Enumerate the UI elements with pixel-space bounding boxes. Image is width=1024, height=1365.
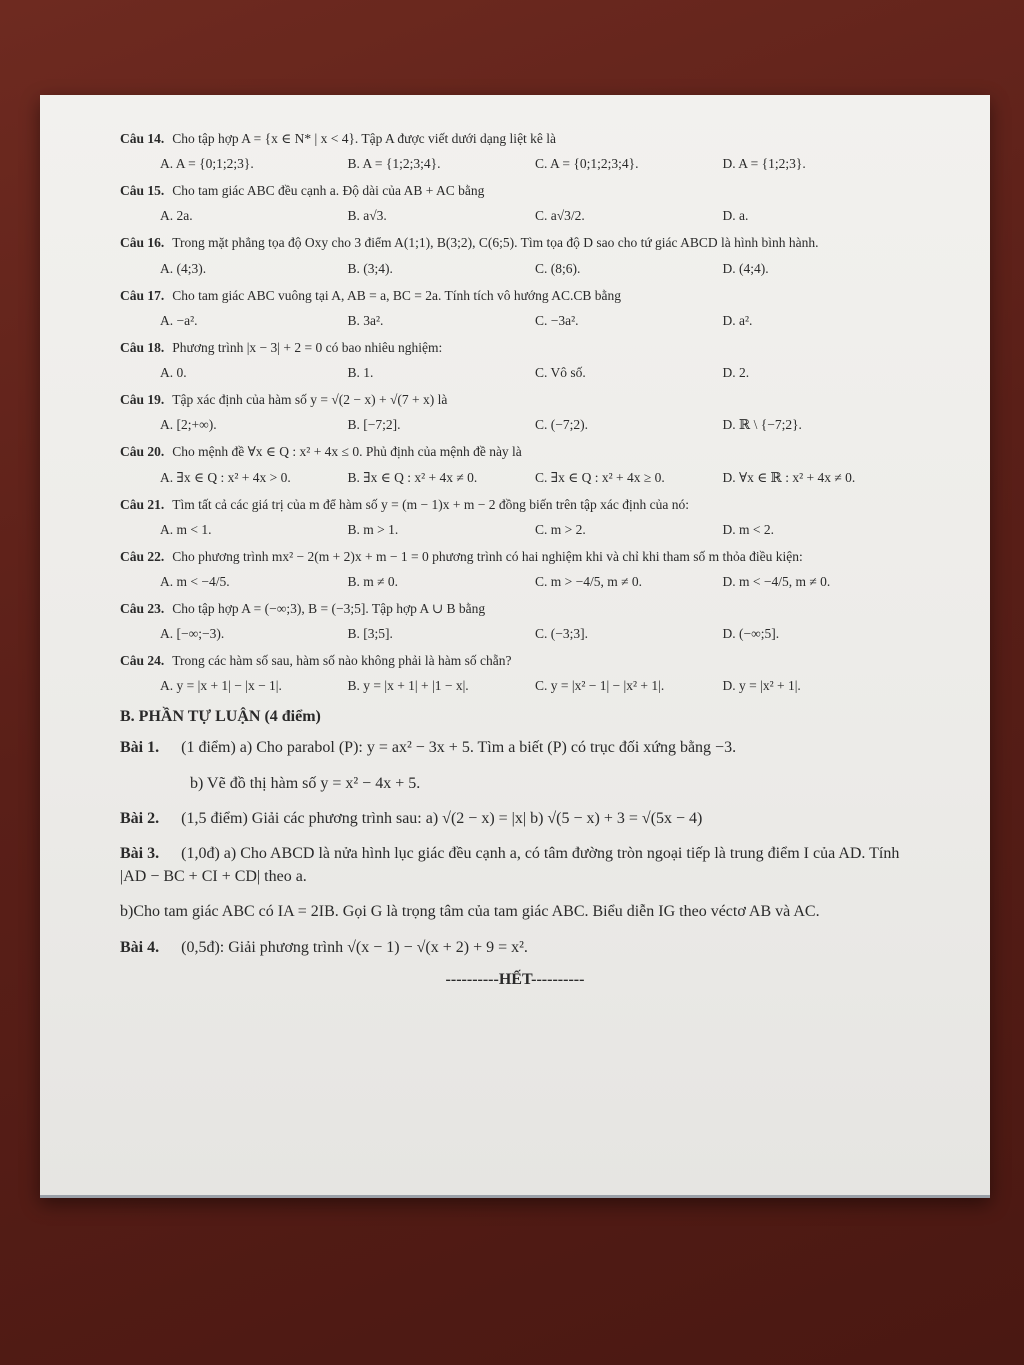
bai-3-a: (1,0đ) a) Cho ABCD là nửa hình lục giác đều cạnh a, có tâm đường tròn ngoại tiếp là trung điểm I của AD. Tính |AD − BC + CI + CD| theo a. [120,844,900,886]
option-a: A. A = {0;1;2;3}. [160,156,254,172]
option-c: C. −3a². [535,312,579,328]
question-options [160,313,910,329]
question-options [160,522,910,538]
option-c: C. y = |x² − 1| − |x² + 1|. [535,678,665,694]
question-text: Cho tập hợp A = {x ∈ N* | x < 4}. Tập A được viết dưới dạng liệt kê là [172,131,557,146]
question-18 [120,339,910,357]
question-17 [120,287,910,305]
question-19 [120,391,910,409]
question-text: Cho tập hợp A = (−∞;3), B = (−3;5]. Tập hợp A ∪ B bằng [172,600,486,616]
option-c: C. (−7;2). [535,417,588,433]
question-options [160,470,910,486]
option-b: B. A = {1;2;3;4}. [347,156,441,172]
question-text: Tập xác định của hàm số y = √(2 − x) + √(7 + x) là [172,392,448,408]
option-a: A. 0. [160,365,187,381]
option-a: A. 2a. [160,208,193,224]
option-d: D. y = |x² + 1|. [722,678,801,694]
exam-content [120,130,910,989]
option-a: A. (4;3). [160,260,207,276]
question-options [160,417,910,433]
question-number: Câu 18. [120,339,165,355]
question-number: Câu 14. [120,131,165,146]
option-d: D. ℝ \ {−7;2}. [722,417,802,433]
question-options [160,574,910,590]
option-a: A. y = |x + 1| − |x − 1|. [160,678,282,694]
option-b: B. m > 1. [347,521,399,537]
bai-4-text: (0,5đ): Giải phương trình √(x − 1) − √(x + 2) + 9 = x². [181,938,528,956]
bai-1-label: Bài 1. [120,739,160,757]
section-title: B. PHẦN TỰ LUẬN (4 điểm) [120,708,321,726]
question-text: Phương trình |x − 3| + 2 = 0 có bao nhiêu nghiệm: [172,339,443,355]
option-a: A. m < 1. [160,521,212,537]
option-b: B. 1. [347,365,374,381]
question-number: Câu 19. [120,392,165,408]
bai-2-text: (1,5 điểm) Giải các phương trình sau: a) √(2 − x) = |x| b) √(5 − x) + 3 = √(5x − 4) [181,809,703,827]
option-d: D. (4;4). [722,260,769,276]
question-24 [120,652,910,670]
option-d: D. ∀x ∈ ℝ : x² + 4x ≠ 0. [722,469,856,485]
question-list [120,130,910,694]
question-22 [120,548,910,566]
option-b: B. [3;5]. [347,626,393,642]
option-c: C. (8;6). [535,260,581,276]
question-text: Cho tam giác ABC vuông tại A, AB = a, BC = 2a. Tính tích vô hướng AC.CB bằng [172,287,621,303]
option-a: A. [−∞;−3). [160,626,225,642]
question-number: Câu 16. [120,235,165,251]
option-b: B. 3a². [347,312,384,328]
question-20 [120,443,910,461]
question-15 [120,182,910,200]
bai-2 [120,807,910,830]
question-number: Câu 17. [120,287,165,303]
bai-3-b: b)Cho tam giác ABC có IA = 2IB. Gọi G là trọng tâm của tam giác ABC. Biểu diễn IG theo véctơ AB và AC. [120,903,820,921]
question-text: Trong các hàm số sau, hàm số nào không phải là hàm số chẵn? [172,653,512,669]
option-b: B. (3;4). [347,260,393,276]
question-number: Câu 23. [120,600,165,616]
option-a: A. m < −4/5. [160,573,230,589]
question-text: Trong mặt phẳng tọa độ Oxy cho 3 điểm A(1;1), B(3;2), C(6;5). Tìm tọa độ D sao cho tứ giác ABCD là hình bình hành. [172,235,819,251]
bai-4 [120,936,910,959]
question-text: Cho phương trình mx² − 2(m + 2)x + m − 1 = 0 phương trình có hai nghiệm khi và chỉ khi tham số m thỏa điều kiện: [172,548,803,564]
option-c: C. ∃x ∈ Q : x² + 4x ≥ 0. [535,469,665,485]
question-options [160,626,910,642]
option-d: D. a². [722,312,753,328]
option-c: C. Vô số. [535,365,586,381]
option-a: A. [2;+∞). [160,417,217,433]
bai-1 [120,736,910,759]
option-c: C. a√3/2. [535,208,585,224]
question-options [160,156,910,172]
option-b: B. a√3. [347,208,387,224]
option-b: B. ∃x ∈ Q : x² + 4x ≠ 0. [347,469,478,485]
option-d: D. m < 2. [722,521,774,537]
bai-1-b: b) Vẽ đồ thị hàm số y = x² − 4x + 5. [190,774,421,792]
question-number: Câu 24. [120,653,165,669]
option-d: D. A = {1;2;3}. [722,156,806,172]
bai-2-label: Bài 2. [120,809,160,827]
question-23 [120,600,910,618]
question-text: Cho mệnh đề ∀x ∈ Q : x² + 4x ≤ 0. Phủ định của mệnh đề này là [172,444,522,460]
question-16 [120,234,910,252]
question-text: Cho tam giác ABC đều cạnh a. Độ dài của AB + AC bằng [172,183,485,199]
question-options [160,208,910,224]
question-number: Câu 20. [120,444,165,460]
bai-3-label: Bài 3. [120,844,160,862]
question-14 [120,130,910,148]
option-b: B. m ≠ 0. [347,573,399,589]
end-marker: ----------HẾT---------- [445,970,585,988]
question-options [160,678,910,694]
option-d: D. (−∞;5]. [722,626,780,642]
option-c: C. m > −4/5, m ≠ 0. [535,573,643,589]
question-21 [120,496,910,514]
option-c: C. A = {0;1;2;3;4}. [535,156,639,172]
option-d: D. a. [722,208,749,224]
question-number: Câu 21. [120,496,165,512]
option-a: A. ∃x ∈ Q : x² + 4x > 0. [160,469,291,485]
bai-1-a: (1 điểm) a) Cho parabol (P): y = ax² − 3x + 5. Tìm a biết (P) có trục đối xứng bằng −3. [181,739,737,757]
question-number: Câu 22. [120,548,165,564]
question-number: Câu 15. [120,183,165,199]
option-c: C. m > 2. [535,521,586,537]
option-a: A. −a². [160,312,198,328]
question-text: Tìm tất cả các giá trị của m để hàm số y = (m − 1)x + m − 2 đồng biến trên tập xác định của nó: [172,496,689,512]
bai-4-label: Bài 4. [120,938,160,956]
option-d: D. 2. [722,365,750,381]
option-b: B. [−7;2]. [347,417,401,433]
question-options [160,261,910,277]
question-options [160,365,910,381]
option-c: C. (−3;3]. [535,626,588,642]
option-d: D. m < −4/5, m ≠ 0. [722,573,831,589]
option-b: B. y = |x + 1| + |1 − x|. [347,678,469,694]
bai-3 [120,842,910,888]
